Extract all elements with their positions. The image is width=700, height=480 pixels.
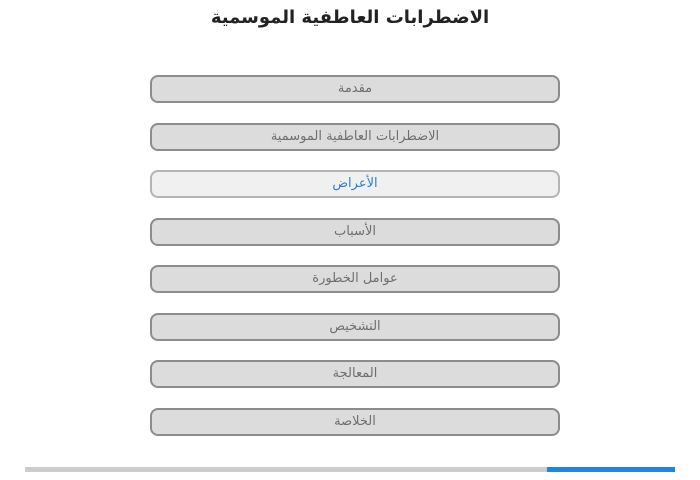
menu-item-conclusion[interactable]: الخلاصة xyxy=(150,408,560,436)
menu-list xyxy=(150,75,560,455)
page-title: الاضطرابات العاطفية الموسمية xyxy=(210,7,490,28)
menu-item-causes[interactable]: الأسباب xyxy=(150,218,560,246)
menu-item-introduction[interactable]: مقدمة xyxy=(150,75,560,103)
menu-item-risk-factors[interactable]: عوامل الخطورة xyxy=(150,265,560,293)
menu-item-symptoms[interactable]: الأعراض xyxy=(150,170,560,198)
progress-bar xyxy=(25,467,675,472)
progress-bar-fill xyxy=(547,467,675,472)
menu-item-seasonal-affective-disorders[interactable]: الاضطرابات العاطفية الموسمية xyxy=(150,123,560,151)
menu-item-diagnosis[interactable]: التشخيص xyxy=(150,313,560,341)
menu-item-treatment[interactable]: المعالجة xyxy=(150,360,560,388)
